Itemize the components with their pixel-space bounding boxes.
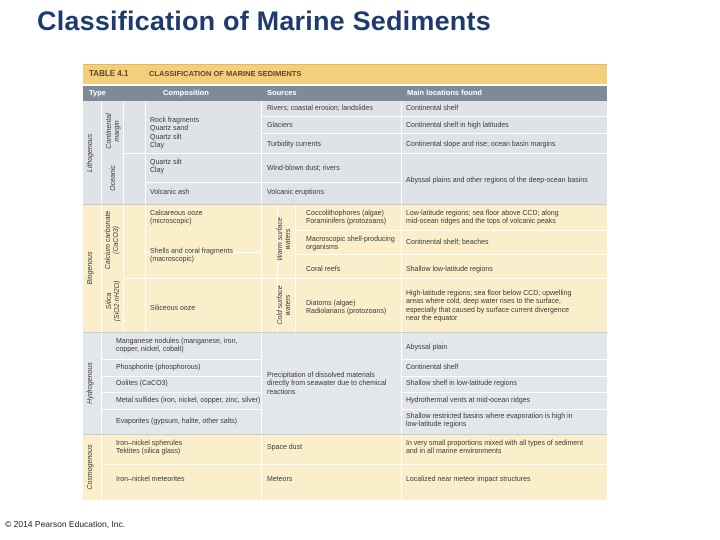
header-type: Type [89,88,106,97]
location-shallow-low-lat: Shallow low-latitude regions [406,266,493,273]
composition-siliceous-ooze: Siliceous ooze [150,305,196,312]
composition-continental-margin: Rock fragments Quartz sand Quartz silt Clay [150,117,200,149]
type-cosmogenous: Cosmogenous [87,444,94,490]
source-rivers: Rivers; coastal erosion; landslides [267,105,373,112]
table-caption: CLASSIFICATION OF MARINE SEDIMENTS [149,69,302,78]
location-all-sediment: In very small proportions mixed with all types of sediment and in all marine environments [406,440,584,456]
composition-evaporites: Evaporites (gypsum, halite, other salts) [116,418,237,425]
composition-shells-coral: Shells and coral fragments (macroscopic) [150,248,233,264]
subtype-continental-margin: Continental margin [106,113,121,149]
composition-phosphorite: Phosphorite (phosphorous) [116,364,201,371]
composition-oolites: Oolites (CaCO3) [116,380,168,387]
source-macroscopic: Macroscopic shell-producing organisms [306,236,395,252]
slide-title: Classification of Marine Sediments [37,6,491,36]
subtype-cold-surface: Cold surface waters [277,285,292,325]
source-precipitation: Precipitation of dissolved materials directly from seawater due to chemical reactions [267,372,387,396]
location-abyssal-plain: Abyssal plain [406,344,448,351]
composition-oceanic-silt-clay: Quartz silt Clay [150,159,182,175]
source-diatoms: Diatoms (algae) Radiolarians (protozoans) [306,300,387,316]
location-continental-shelf: Continental shelf [406,105,459,112]
source-wind-dust: Wind-blown dust; rivers [267,165,340,172]
source-coccolithophores: Coccolithophores (algae) Foraminifers (protozoans) [306,210,387,226]
location-abyssal-plains: Abyssal plains and other regions of the deep-ocean basins [406,177,588,184]
location-hydrothermal-vents: Hydrothermal vents at mid-ocean ridges [406,397,531,404]
composition-volcanic-ash: Volcanic ash [150,189,190,196]
composition-metal-sulfides: Metal sulfides (iron, nickel, copper, zinc, silver) [116,397,261,404]
header-locations: Main locations found [407,88,482,97]
header-composition: Composition [163,88,209,97]
location-continental-shelf-hydro: Continental shelf [406,364,459,371]
type-biogenous: Biogenous [87,251,94,285]
subtype-oceanic: Oceanic [110,165,117,191]
table-header-row [83,86,607,101]
composition-calcareous-ooze: Calcareous ooze (microscopic) [150,210,203,226]
location-shallow-shelf: Shallow shelf in low-latitude regions [406,380,517,387]
copyright-notice: © 2014 Pearson Education, Inc. [5,519,126,529]
source-turbidity: Turbidity currents [267,141,321,148]
location-shelf-beaches: Continental shelf; beaches [406,239,489,246]
subtype-warm-surface: Warm surface waters [277,217,292,261]
location-shelf-high-lat: Continental shelf in high latitudes [406,122,509,129]
location-high-lat-regions: High-latitude regions; sea floor below CCD; upwelling areas where cold, deep water rises to the surface, especially that caused by surface current divergence near the equator [406,290,572,322]
composition-manganese-nodules: Manganese nodules (manganese, iron, copper, nickel, cobalt) [116,338,238,354]
source-glaciers: Glaciers [267,122,293,129]
source-volcanic: Volcanic eruptions [267,189,324,196]
subtype-silica: Silica (SiO2·nH2O) [106,280,121,322]
location-slope-rise: Continental slope and rise; ocean basin margins [406,141,556,148]
composition-spherules-tektites: Iron–nickel spherules Tektites (silica glass) [116,440,183,456]
header-sources: Sources [267,88,297,97]
location-low-lat-regions: Low-latitude regions; sea floor above CCD; along mid-ocean ridges and the tops of volcanic peaks [406,210,559,226]
type-lithogenous: Lithogenous [87,133,94,173]
location-impact-structures: Localized near meteor impact structures [406,476,531,483]
composition-meteorites: Iron–nickel meteorites [116,476,185,483]
source-space-dust: Space dust [267,444,303,451]
type-hydrogenous: Hydrogenous [87,362,94,404]
location-restricted-basins: Shallow restricted basins where evaporation is high in low-latitude regions [406,413,573,429]
source-coral-reefs: Coral reefs [306,266,341,273]
source-meteors: Meteors [267,476,293,483]
table-label: TABLE 4.1 [89,69,129,78]
subtype-calcium-carbonate: Calcium carbonate (CaCO3) [105,210,120,270]
sediment-classification-table [83,64,607,500]
